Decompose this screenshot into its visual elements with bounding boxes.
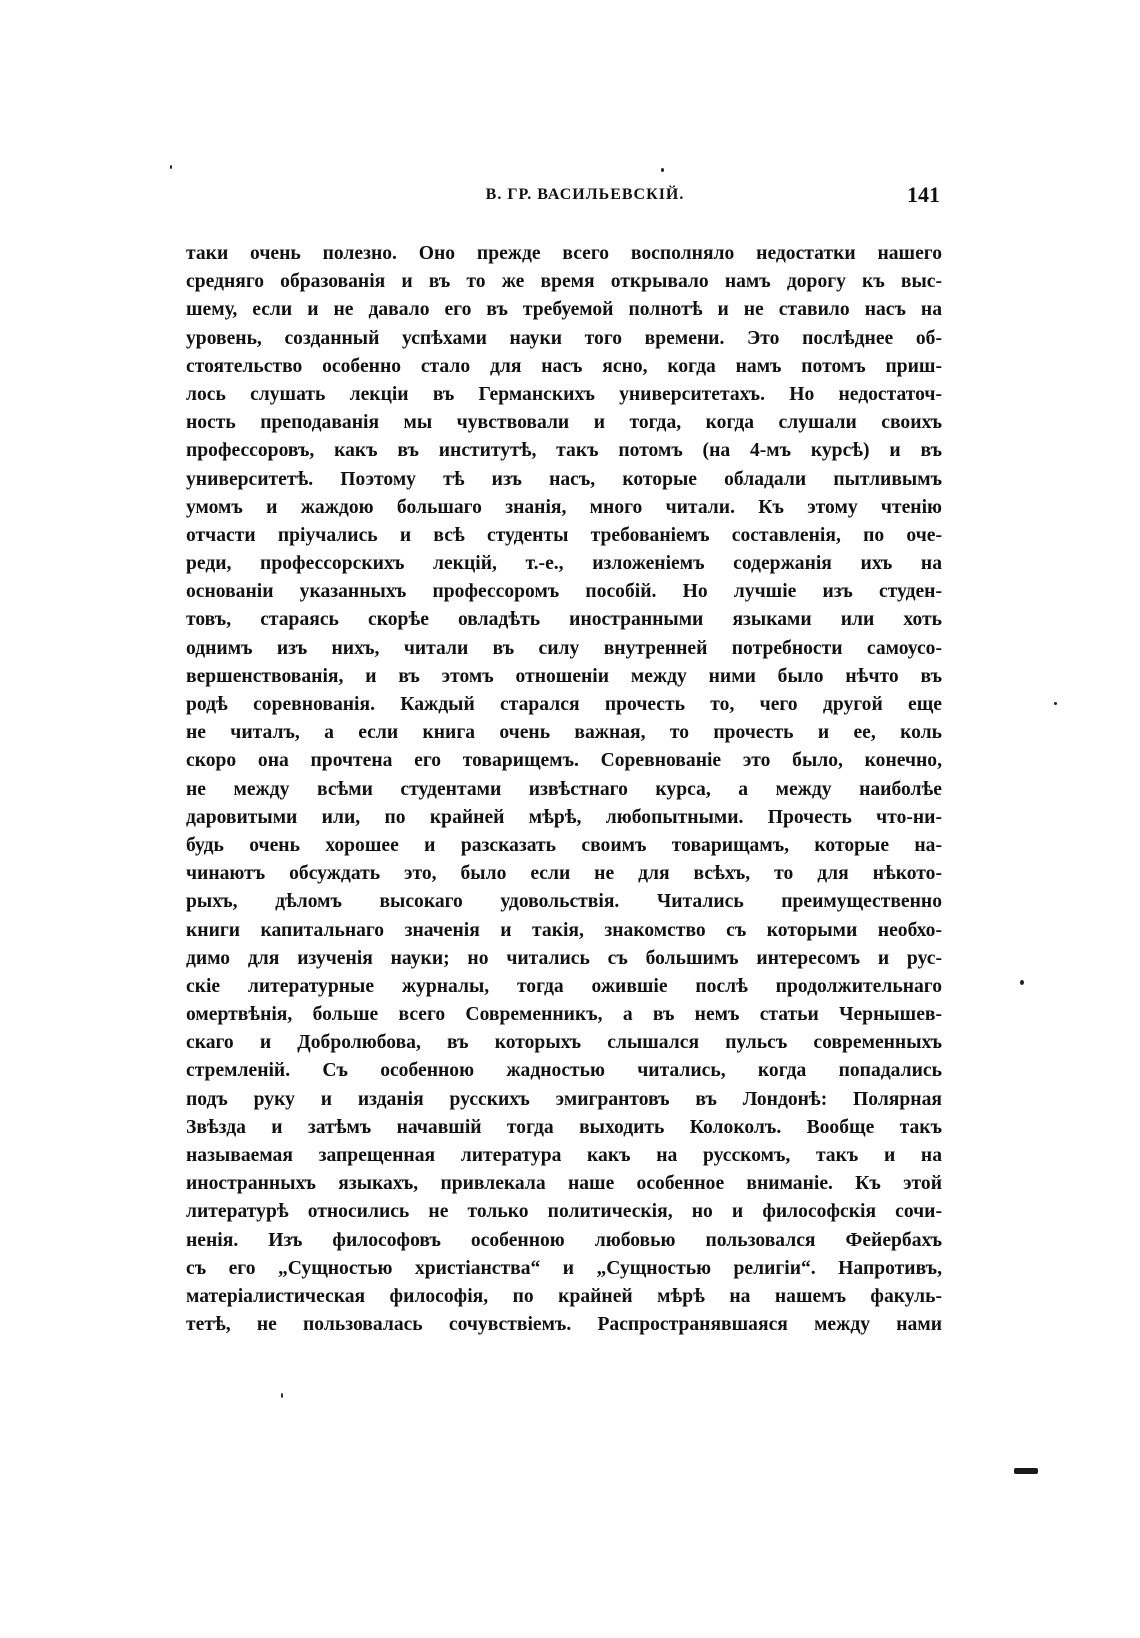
text-line: стоятельство особенно стало для насъ ясно, когда намъ потомъ приш- — [186, 355, 942, 377]
text-line: умомъ и жаждою большаго знанія, много читали. Къ этому чтенію — [186, 496, 942, 518]
text-line: рыхъ, дѣломъ высокаго удовольствія. Читались преимущественно — [186, 891, 942, 913]
text-line: однимъ изъ нихъ, читали въ силу внутренней потребности самоусо- — [186, 637, 942, 659]
text-line: Звѣзда и затѣмъ начавшій тогда выходить Колоколъ. Вообще такъ — [186, 1116, 942, 1138]
text-line: иностранныхъ языкахъ, привлекала наше особенное вниманіе. Къ этой — [186, 1173, 942, 1195]
text-line: скоро она прочтена его товарищемъ. Соревнованіе это было, конечно, — [186, 750, 942, 772]
page-number: 141 — [907, 182, 940, 207]
scan-speck — [661, 168, 664, 172]
text-line: не между всѣми студентами извѣстнаго курса, а между наиболѣе — [186, 778, 942, 800]
scan-speck — [170, 165, 172, 169]
text-line: реди, профессорскихъ лекцій, т.-е., изложеніемъ содержанія ихъ на — [186, 553, 942, 575]
text-line: будь очень хорошее и разсказать своимъ товарищамъ, которые на- — [186, 834, 942, 856]
scan-speck — [1020, 980, 1024, 985]
text-line: родѣ соревнованія. Каждый старался прочесть то, чего другой еще — [186, 694, 942, 715]
text-line: лось слушать лекціи въ Германскихъ университетахъ. Но недостаточ- — [186, 383, 942, 405]
text-line: литературѣ относились не только политическія, но и философскія сочи- — [186, 1201, 942, 1223]
text-line: даровитыми или, по крайней мѣрѣ, любопытными. Прочесть что-ни- — [186, 806, 942, 828]
running-head: В. ГР. ВАСИЛЬЕВСКІЙ. — [485, 186, 685, 203]
text-line: книги капитальнаго значенія и такія, знакомство съ которыми необхо- — [186, 919, 942, 941]
text-line: чинаютъ обсуждать это, было если не для всѣхъ, то для нѣкото- — [186, 863, 942, 885]
text-line: средняго образованія и въ то же время открывало намъ дорогу къ выс- — [186, 271, 942, 293]
text-line: ненія. Изъ философовъ особенною любовью пользовался Фейербахъ — [186, 1229, 942, 1251]
text-line: профессоровъ, какъ въ институтѣ, такъ потомъ (на 4-мъ курсѣ) и въ — [186, 440, 942, 462]
body-text — [186, 240, 942, 1339]
text-line: матеріалистическая философія, по крайней мѣрѣ на нашемъ факуль- — [186, 1285, 942, 1307]
text-line: стремленій. Съ особенною жадностью читались, когда попадались — [186, 1060, 942, 1082]
text-line: ность преподаванія мы чувствовали и тогда, когда слушали своихъ — [186, 412, 942, 434]
scan-speck — [1054, 702, 1057, 705]
text-line: университетѣ. Поэтому тѣ изъ насъ, которые обладали пытливымъ — [186, 468, 942, 490]
text-line: не читалъ, а если книга очень важная, то прочесть и ее, коль — [186, 722, 942, 744]
text-line: уровень, созданный успѣхами науки того времени. Это послѣднее об- — [186, 327, 942, 349]
text-line: таки очень полезно. Оно прежде всего восполняло недостатки нашего — [186, 243, 942, 264]
text-line: тетѣ, не пользовалась сочувствіемъ. Распространявшаяся между нами — [186, 1314, 942, 1336]
text-line: съ его „Сущностью христіанства“ и „Сущностью религіи“. Напротивъ, — [186, 1257, 942, 1279]
text-line: товъ, стараясь скорѣе овладѣть иностранными языками или хоть — [186, 609, 942, 631]
scan-smudge — [1014, 1468, 1038, 1474]
text-line: подъ руку и изданія русскихъ эмигрантовъ въ Лондонѣ: Полярная — [186, 1088, 942, 1110]
text-line: шему, если и не давало его въ требуемой полнотѣ и не ставило насъ на — [186, 299, 942, 321]
text-line: отчасти пріучались и всѣ студенты требованіемъ составленія, по оче- — [186, 524, 942, 546]
text-line: называемая запрещенная литература какъ на русскомъ, такъ и на — [186, 1145, 942, 1166]
text-line: омертвѣнія, больше всего Современникъ, а въ немъ статьи Чернышев- — [186, 1004, 942, 1026]
text-line: скіе литературные журналы, тогда ожившіе послѣ продолжительнаго — [186, 975, 942, 997]
scan-speck — [281, 1393, 283, 1398]
text-line: скаго и Добролюбова, въ которыхъ слышался пульсъ современныхъ — [186, 1032, 942, 1054]
page-header — [210, 182, 960, 216]
text-line: димо для изученія науки; но читались съ большимъ интересомъ и рус- — [186, 947, 942, 969]
text-line: основаніи указанныхъ профессоромъ пособій. Но лучшіе изъ студен- — [186, 581, 942, 603]
text-line: вершенствованія, и въ этомъ отношеніи между ними было нѣчто въ — [186, 665, 942, 687]
